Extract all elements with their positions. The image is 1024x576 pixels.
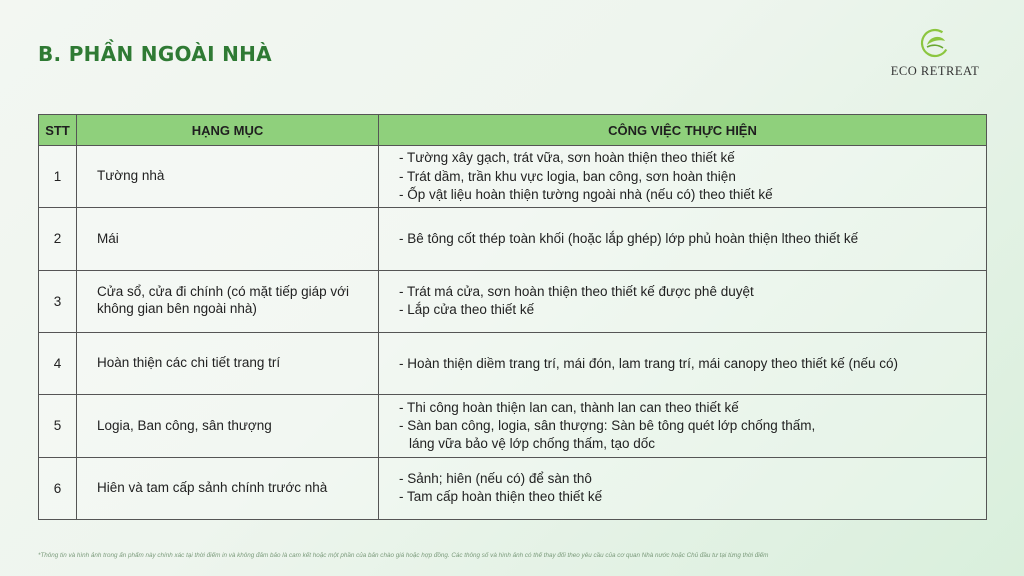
table-row bbox=[39, 332, 987, 394]
row-number: 3 bbox=[39, 270, 77, 332]
row-category: Mái bbox=[77, 208, 379, 270]
work-item: - Tam cấp hoàn thiện theo thiết kế bbox=[399, 489, 603, 505]
row-work bbox=[379, 270, 987, 332]
row-number: 2 bbox=[39, 208, 77, 270]
header-stt: STT bbox=[39, 115, 77, 146]
work-item: - Sàn ban công, logia, sân thượng: Sàn bê tông quét lớp chống thấm, bbox=[399, 417, 816, 433]
row-work bbox=[379, 457, 987, 519]
work-item: - Trát má cửa, sơn hoàn thiện theo thiết kế được phê duyệt bbox=[399, 284, 754, 300]
row-work bbox=[379, 208, 987, 270]
row-work bbox=[379, 332, 987, 394]
row-number: 4 bbox=[39, 332, 77, 394]
row-work bbox=[379, 146, 987, 208]
row-category: Cửa sổ, cửa đi chính (có mặt tiếp giáp với không gian bên ngoài nhà) bbox=[77, 270, 379, 332]
row-work bbox=[379, 395, 987, 457]
work-item: - Lắp cửa theo thiết kế bbox=[399, 302, 535, 318]
row-category: Logia, Ban công, sân thượng bbox=[77, 395, 379, 457]
table-row bbox=[39, 457, 987, 519]
work-item: - Ốp vật liệu hoàn thiện tường ngoài nhà (nếu có) theo thiết kế bbox=[399, 186, 773, 202]
logo-text: ECO RETREAT bbox=[890, 64, 980, 78]
work-item: - Tường xây gạch, trát vữa, sơn hoàn thiện theo thiết kế bbox=[399, 150, 735, 166]
footnote: *Thông tin và hình ảnh trong ấn phẩm này chính xác tại thời điểm in và không đảm bảo là cam kết hoặc một phần của bản chào giá hoặc hợp đồng. Các thông số và hình ảnh có thể thay đổi theo yêu cầu của cơ quan Nhà nước hoặc Chủ đầu tư tại từng thời điểm bbox=[38, 552, 769, 559]
table-row bbox=[39, 395, 987, 457]
work-item: - Hoàn thiện diềm trang trí, mái đón, lam trang trí, mái canopy theo thiết kế (nếu có) bbox=[399, 355, 898, 371]
work-item: - Sảnh; hiên (nếu có) để sàn thô bbox=[399, 471, 592, 487]
work-item: - Bê tông cốt thép toàn khối (hoặc lắp ghép) lớp phủ hoàn thiện ltheo thiết kế bbox=[399, 230, 859, 246]
header-work: CÔNG VIỆC THỰC HIỆN bbox=[379, 115, 987, 146]
row-number: 5 bbox=[39, 395, 77, 457]
work-item: - Trát dầm, trần khu vực logia, ban công, sơn hoàn thiện bbox=[399, 168, 736, 184]
row-category: Hiên và tam cấp sảnh chính trước nhà bbox=[77, 457, 379, 519]
row-number: 6 bbox=[39, 457, 77, 519]
work-item: láng vữa bảo vệ lớp chống thấm, tạo dốc bbox=[409, 436, 656, 452]
row-category: Hoàn thiện các chi tiết trang trí bbox=[77, 332, 379, 394]
leaf-logo-icon bbox=[918, 26, 952, 60]
page-title: B. PHẦN NGOÀI NHÀ bbox=[38, 42, 272, 66]
table-row bbox=[39, 270, 987, 332]
scope-table bbox=[38, 114, 987, 520]
table-row bbox=[39, 208, 987, 270]
brand-logo bbox=[880, 26, 990, 86]
work-item: - Thi công hoàn thiện lan can, thành lan can theo thiết kế bbox=[399, 399, 739, 415]
header-category: HẠNG MỤC bbox=[77, 115, 379, 146]
table-header-row bbox=[39, 115, 987, 146]
row-category: Tường nhà bbox=[77, 146, 379, 208]
table-row bbox=[39, 146, 987, 208]
row-number: 1 bbox=[39, 146, 77, 208]
